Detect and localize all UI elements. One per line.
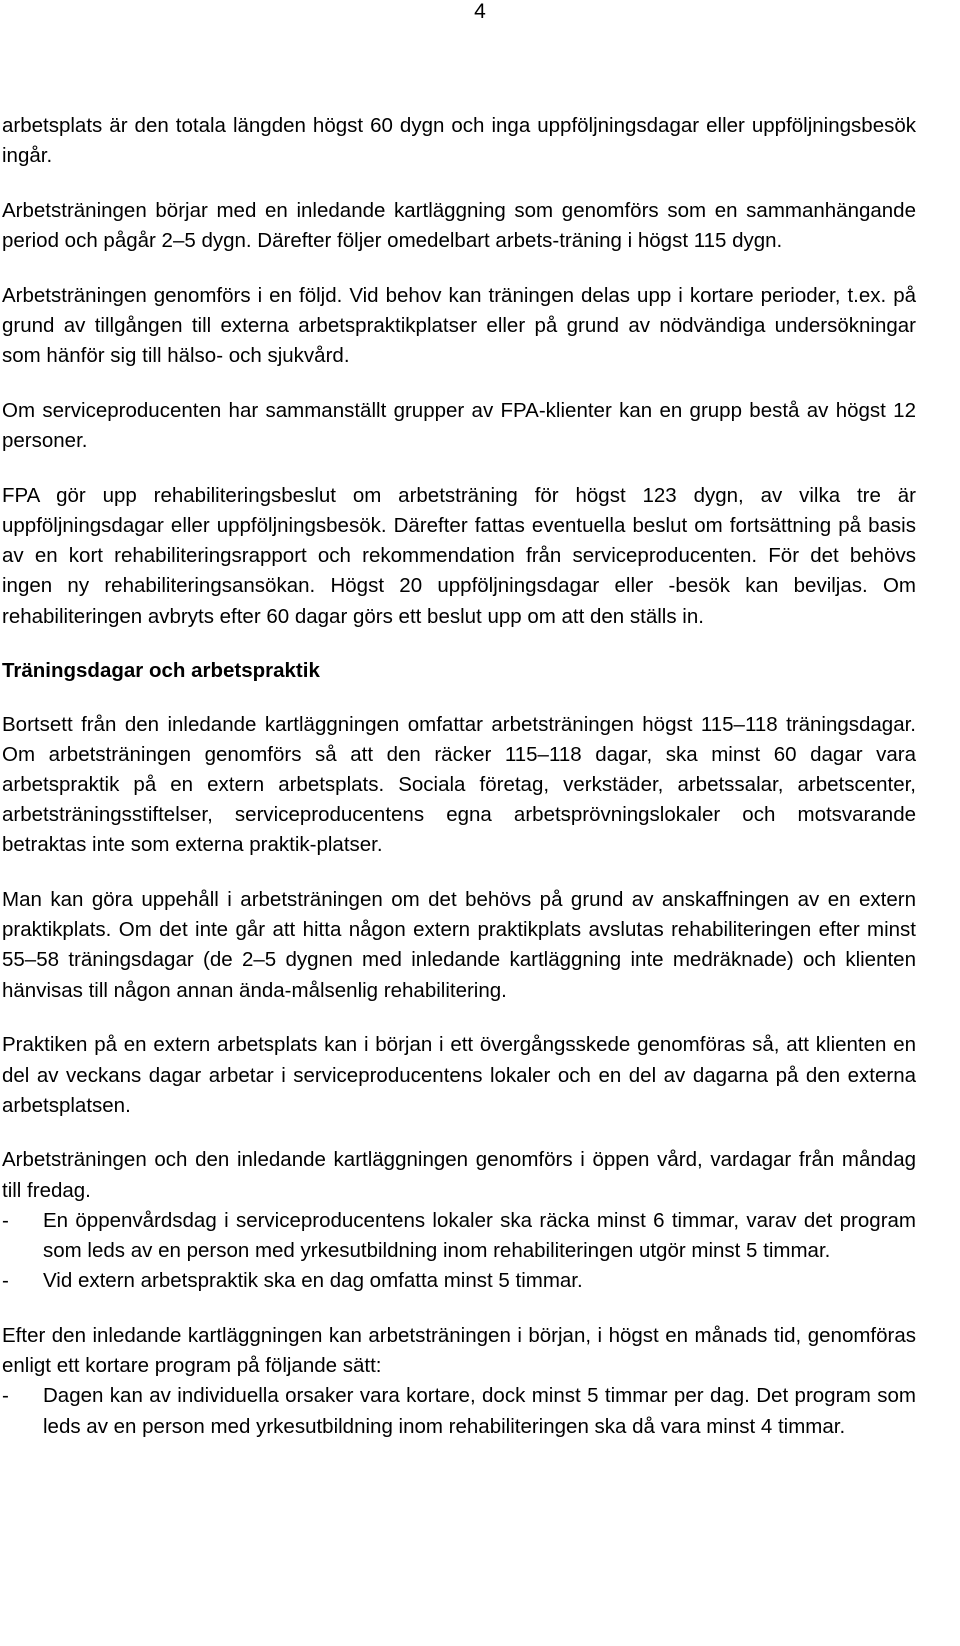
paragraph-2: Arbetsträningen börjar med en inledande kartläggning som genomförs som en sammanhängande period och pågår 2–5 dygn. Därefter följer omedelbart arbets-träning i högst 115 dygn. xyxy=(2,198,916,253)
paragraph-3: Arbetsträningen genomförs i en följd. Vid behov kan träningen delas upp i kortare perioder, t.ex. på grund av tillgången till externa arbetspraktikplatser eller på grund av nödvändiga undersökningar som hänför sig till hälso- och sjukvård. xyxy=(2,283,916,368)
page-number: 4 xyxy=(474,0,486,23)
document-body xyxy=(2,111,916,1466)
paragraph-6: Bortsett från den inledande kartläggningen omfattar arbetsträningen högst 115–118 träningsdagar. Om arbetsträningen genomförs så att den räcker 115–118 dagar, ska minst 60 dagar vara arbetspraktik på en extern arbetsplats. Sociala företag, verkstäder, arbetssalar, arbetscenter, arbetsträningsstiftelser, serviceproducentens egna arbetsprövningslokaler och motsvarande betraktas inte som externa praktik-platser. xyxy=(2,712,916,857)
list-item-text: Vid extern arbetspraktik ska en dag omfatta minst 5 timmar. xyxy=(43,1269,583,1293)
paragraph-4: Om serviceproducenten har sammanställt grupper av FPA-klienter kan en grupp bestå av högst 12 personer. xyxy=(2,398,916,453)
list-item xyxy=(2,1381,916,1441)
list-dash: - xyxy=(2,1208,9,1232)
paragraph-10: Efter den inledande kartläggningen kan arbetsträningen i början, i högst en månads tid, genomföras enligt ett kortare program på följande sätt: xyxy=(2,1324,916,1378)
paragraph-9: Arbetsträningen och den inledande kartläggningen genomförs i öppen vård, vardagar från måndag till fredag. xyxy=(2,1148,916,1202)
paragraph-5: FPA gör upp rehabiliteringsbeslut om arbetsträning för högst 123 dygn, av vilka tre är uppföljningsdagar eller uppföljningsbesök. Därefter fattas eventuella beslut om fortsättning på basis av en kort rehabiliteringsrapport och rekommendation från serviceproducenten. För det behövs ingen ny rehabiliteringsansökan. Högst 20 uppföljningsdagar eller -besök kan beviljas. Om rehabiliteringen avbryts efter 60 dagar görs ett beslut upp om att den ställs in. xyxy=(2,483,916,628)
section-heading: Träningsdagar och arbetspraktik xyxy=(2,659,320,683)
list-item-text: En öppenvårdsdag i serviceproducentens lokaler ska räcka minst 6 timmar, varav det program som leds av en person med yrkesutbildning inom rehabiliteringen utgör minst 5 timmar. xyxy=(43,1208,916,1263)
list-dash: - xyxy=(2,1384,9,1408)
paragraph-1: arbetsplats är den totala längden högst 60 dygn och inga uppföljningsdagar eller uppföljningsbesök ingår. xyxy=(2,114,916,168)
bullet-list-2 xyxy=(2,1381,916,1441)
list-item xyxy=(2,1266,916,1296)
paragraph-8: Praktiken på en extern arbetsplats kan i början i ett övergångsskede genomföras så, att klienten en del av veckans dagar arbetar i serviceproducentens lokaler och en del av dagarna på den externa arbetsplatsen. xyxy=(2,1033,916,1117)
list-item xyxy=(2,1206,916,1266)
paragraph-7: Man kan göra uppehåll i arbetsträningen om det behövs på grund av anskaffningen av en extern praktikplats. Om det inte går att hitta någon extern praktikplats avslutas rehabiliteringen efter minst 55–58 träningsdagar (de 2–5 dygnen med inledande kartläggning inte medräknade) och klienten hänvisas till någon annan ända-målsenlig rehabilitering. xyxy=(2,888,916,1002)
bullet-list-1 xyxy=(2,1206,916,1297)
list-dash: - xyxy=(2,1269,9,1293)
list-item-text: Dagen kan av individuella orsaker vara kortare, dock minst 5 timmar per dag. Det program som leds av en person med yrkesutbildning inom rehabiliteringen ska då vara minst 4 timmar. xyxy=(43,1384,916,1438)
